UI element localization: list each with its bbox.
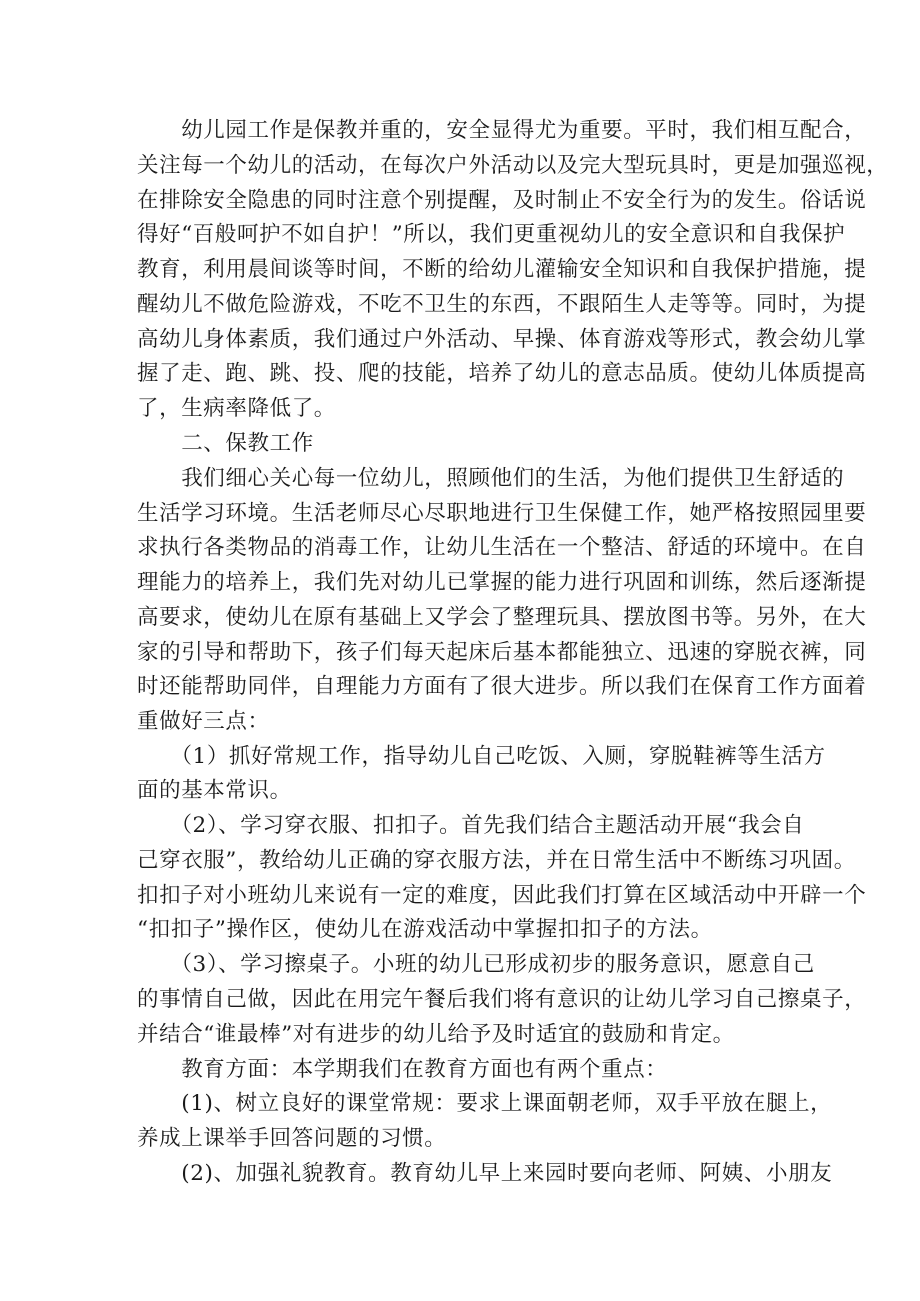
text-line: 求执行各类物品的消毒工作，让幼儿生活在一个整洁、舒适的环境中。在自 bbox=[137, 535, 867, 560]
text-line: 得好“百般呵护不如自护！”所以，我们更重视幼儿的安全意识和自我保护 bbox=[137, 222, 846, 247]
text-line: 养成上课举手回答问题的习惯。 bbox=[137, 1126, 447, 1151]
text-line: 关注每一个幼儿的活动，在每次户外活动以及完大型玩具时，更是加强巡视， bbox=[137, 153, 889, 178]
text-line: (2)、加强礼貌教育。教育幼儿早上来园时要向老师、阿姨、小朋友 bbox=[137, 1161, 833, 1186]
text-line: 教育方面：本学期我们在教育方面也有两个重点： bbox=[137, 1057, 668, 1082]
section-heading: 二、保教工作 bbox=[137, 431, 314, 456]
text-line: （3）、学习擦桌子。小班的幼儿已形成初步的服务意识，愿意自己 bbox=[137, 952, 815, 977]
text-line: (1)、树立良好的课堂常规：要求上课面朝老师，双手平放在腿上， bbox=[137, 1091, 833, 1116]
text-line: 面的基本常识。 bbox=[137, 778, 292, 803]
text-line: 握了走、跑、跳、投、爬的技能，培养了幼儿的意志品质。使幼儿体质提高 bbox=[137, 361, 867, 386]
text-line: “扣扣子”操作区，使幼儿在游戏活动中掌握扣扣子的方法。 bbox=[137, 917, 713, 942]
text-line: 我们细心关心每一位幼儿，照顾他们的生活，为他们提供卫生舒适的 bbox=[137, 466, 845, 491]
text-line: （1）抓好常规工作，指导幼儿自己吃饭、入厕，穿脱鞋裤等生活方 bbox=[137, 744, 826, 769]
text-line: （2）、学习穿衣服、扣扣子。首先我们结合主题活动开展“我会自 bbox=[137, 813, 805, 838]
text-line: 重做好三点： bbox=[137, 709, 270, 734]
text-line: 并结合“谁最棒”对有进步的幼儿给予及时适宜的鼓励和肯定。 bbox=[137, 1022, 735, 1047]
text-line: 教育，利用晨间谈等时间，不断的给幼儿灌输安全知识和自我保护措施，提 bbox=[137, 257, 867, 282]
text-line: 高幼儿身体素质，我们通过户外活动、早操、体育游戏等形式，教会幼儿掌 bbox=[137, 327, 867, 352]
text-line: 醒幼儿不做危险游戏，不吃不卫生的东西，不跟陌生人走等等。同时，为提 bbox=[137, 292, 867, 317]
text-line: 家的引导和帮助下，孩子们每天起床后基本都能独立、迅速的穿脱衣裤，同 bbox=[137, 640, 867, 665]
text-line: 高要求，使幼儿在原有基础上又学会了整理玩具、摆放图书等。另外，在大 bbox=[137, 605, 867, 630]
text-line: 了，生病率降低了。 bbox=[137, 396, 336, 421]
text-line: 理能力的培养上，我们先对幼儿已掌握的能力进行巩固和训练，然后逐渐提 bbox=[137, 570, 867, 595]
text-line: 扣扣子对小班幼儿来说有一定的难度，因此我们打算在区域活动中开辟一个 bbox=[137, 883, 867, 908]
text-line: 己穿衣服”，教给幼儿正确的穿衣服方法，并在日常生活中不断练习巩固。 bbox=[137, 848, 856, 873]
text-line: 生活学习环境。生活老师尽心尽职地进行卫生保健工作，她严格按照园里要 bbox=[137, 501, 867, 526]
text-line: 时还能帮助同伴，自理能力方面有了很大进步。所以我们在保育工作方面着 bbox=[137, 674, 867, 699]
text-line: 在排除安全隐患的同时注意个别提醒，及时制止不安全行为的发生。俗话说 bbox=[137, 188, 867, 213]
text-line: 的事情自己做，因此在用完午餐后我们将有意识的让幼儿学习自己擦桌子， bbox=[137, 987, 867, 1012]
text-line: 幼儿园工作是保教并重的，安全显得尤为重要。平时，我们相互配合， bbox=[137, 118, 867, 143]
